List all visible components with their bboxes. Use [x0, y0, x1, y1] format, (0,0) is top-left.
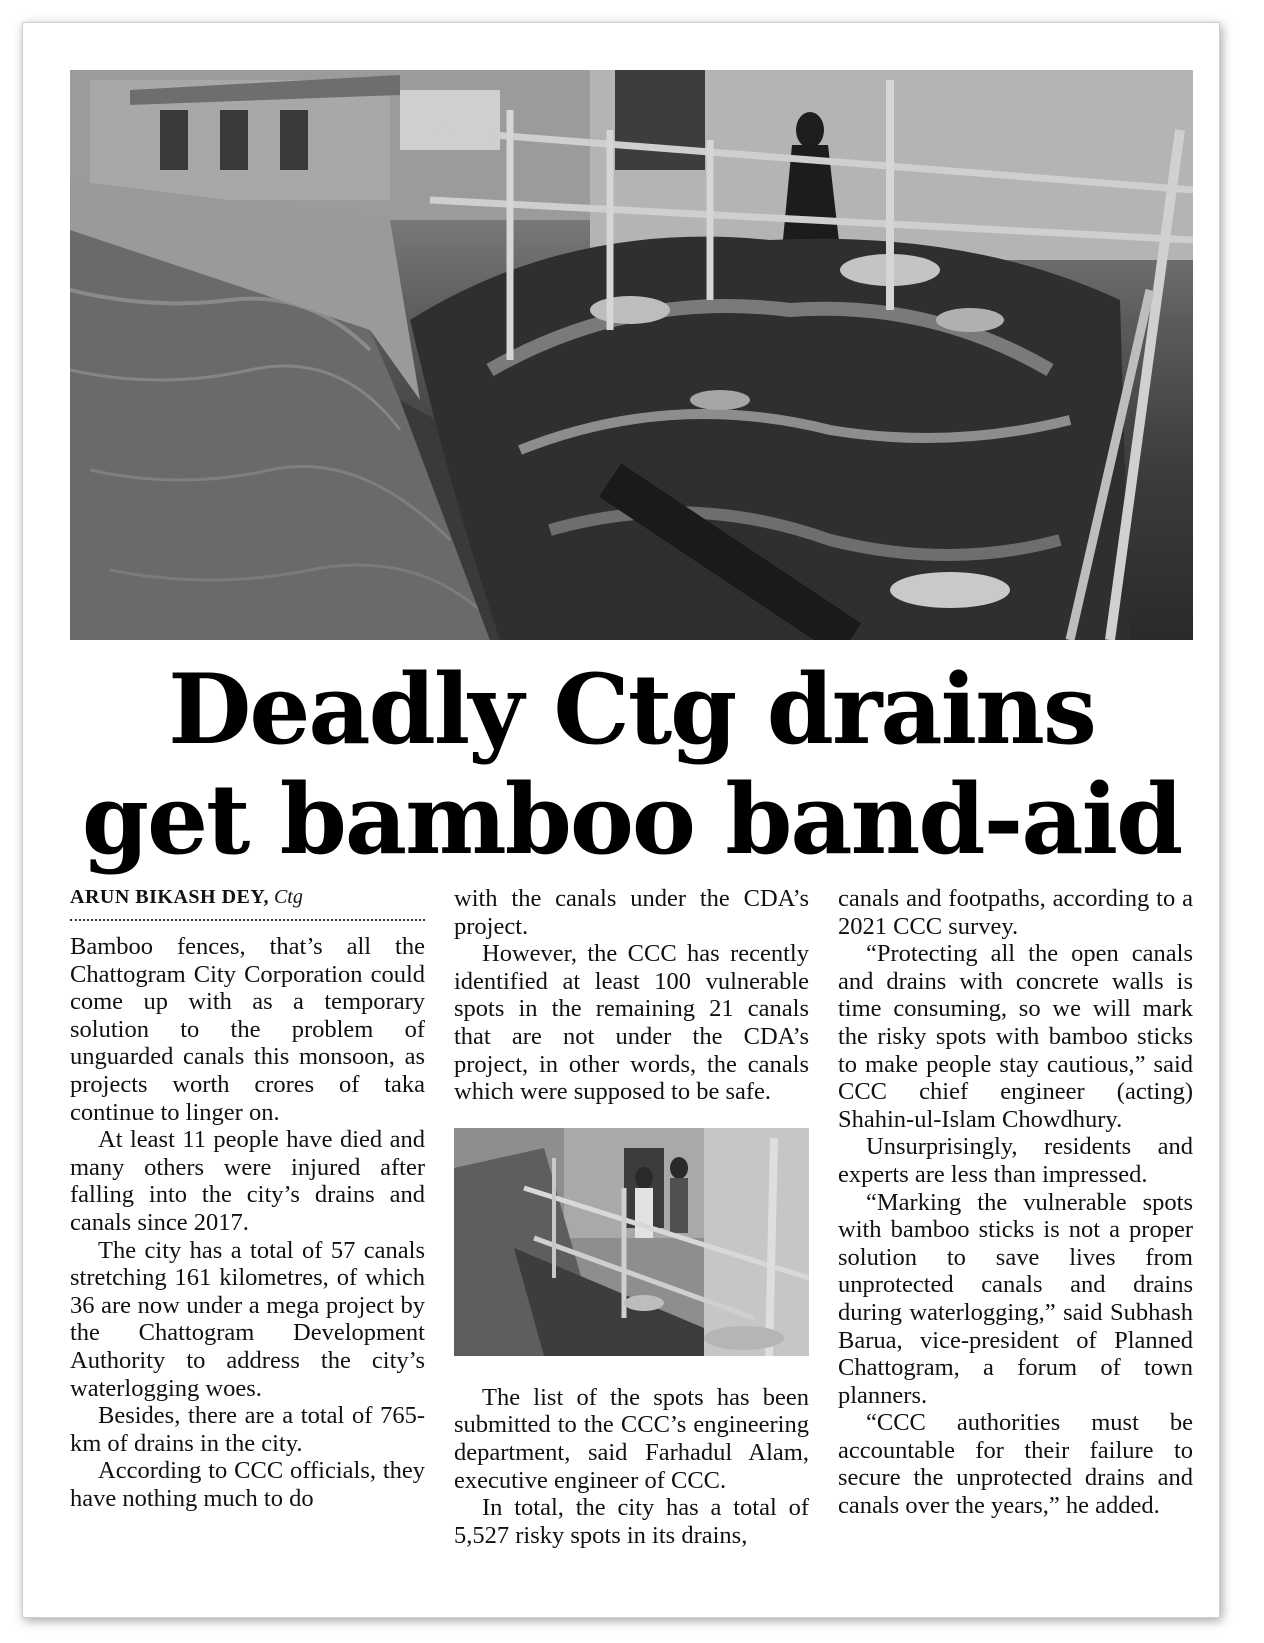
paragraph: The city has a total of 57 canals stretching 161 kilometres, of which 36 are now under a mega project by the Chattogram Development Authority to address the city’s waterlogging woes.	[70, 1236, 425, 1402]
paragraph: However, the CCC has recently identified at least 100 vulnerable spots in the remaining 21 canals that are not under the CDA’s project, in other words, the canals which were supposed to be safe.	[454, 940, 809, 1106]
byline-divider	[70, 913, 425, 921]
main-photo-canal-debris	[70, 70, 1193, 640]
article-column-1	[70, 885, 425, 1512]
paragraph: “CCC authorities must be accountable for their failure to secure the unprotected drains and canals over the years,” he added.	[838, 1409, 1193, 1520]
paragraph: At least 11 people have died and many others were injured after falling into the city’s drains and canals since 2017.	[70, 1126, 425, 1236]
paragraph: “Protecting all the open canals and drains with concrete walls is time consuming, so we will mark the risky spots with bamboo sticks to make people stay cautious,” said CCC chief engineer (acting) Shahin-ul-Islam Chowdhury.	[838, 940, 1193, 1133]
paragraph: “Marking the vulnerable spots with bamboo sticks is not a proper solution to save lives from unprotected canals and drains during waterlogging,” said Subhash Barua, vice-president of Planned Chattogram, a forum of town planners.	[838, 1188, 1193, 1409]
paragraph: In total, the city has a total of 5,527 risky spots in its drains,	[454, 1494, 809, 1549]
paragraph: canals and footpaths, according to a 2021 CCC survey.	[838, 885, 1193, 940]
headline: Deadly Ctg drains get bamboo band-aid	[81, 653, 1182, 876]
inset-photo-bamboo-fence	[454, 1128, 809, 1356]
byline	[70, 885, 425, 909]
byline-location: Ctg	[273, 886, 303, 908]
byline-author: ARUN BIKASH DEY,	[70, 886, 269, 908]
article-column-3	[838, 885, 1193, 1520]
paragraph: According to CCC officials, they have nothing much to do	[70, 1457, 425, 1512]
inset-photo-illustration	[454, 1128, 809, 1356]
main-photo-illustration	[70, 70, 1193, 640]
paragraph: The list of the spots has been submitted to the CCC’s engineering department, said Farhadul Alam, executive engineer of CCC.	[454, 1383, 809, 1494]
paragraph: Besides, there are a total of 765-km of drains in the city.	[70, 1402, 425, 1457]
article-column-2	[454, 885, 809, 1549]
paragraph: Unsurprisingly, residents and experts are less than impressed.	[838, 1133, 1193, 1188]
paragraph: Bamboo fences, that’s all the Chattogram City Corporation could come up with as a temporary solution to the problem of unguarded canals this monsoon, as projects worth crores of taka continue to linger on.	[70, 933, 425, 1126]
paragraph: with the canals under the CDA’s project.	[454, 885, 809, 940]
